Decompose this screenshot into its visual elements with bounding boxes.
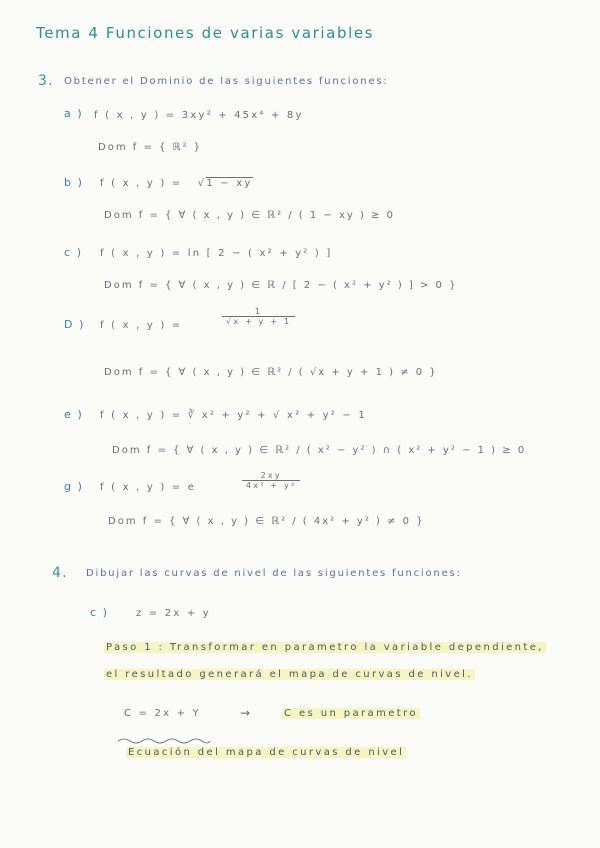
item-e-label: e ) [64, 408, 84, 421]
page-title: Tema 4 Funciones de varias variables [36, 24, 375, 42]
question-3-text: Obtener el Dominio de las siguientes funciones: [64, 76, 389, 87]
wavy-underline [118, 737, 210, 745]
item-a-function: f ( x , y ) = 3xy² + 45x⁴ + 8y [94, 110, 304, 121]
item-4c-label: c ) [90, 606, 109, 619]
item-b-domain: Dom f = { ∀ ( x , y ) ∈ ℝ² / ( 1 − xy ) ≥ 0 [104, 210, 396, 221]
item-c-function: f ( x , y ) = ln [ 2 − ( x² + y² ) ] [100, 248, 333, 259]
item-d-domain: Dom f = { ∀ ( x , y ) ∈ ℝ² / ( √x + y + 1 ) ≠ 0 } [104, 367, 438, 378]
item-4c-function: z = 2x + y [136, 608, 211, 619]
item-b-function [100, 178, 253, 189]
item-b-radicand: 1 − xy [206, 178, 253, 189]
sqrt-symbol: √ [197, 178, 207, 189]
parameter-note: C es un parametro [284, 708, 418, 719]
parameter-equation: C = 2x + Y [124, 708, 201, 719]
fraction-denominator: √x + y + 1 [226, 317, 292, 326]
item-b-function-prefix: f ( x , y ) = [100, 178, 183, 189]
item-b-label: b ) [64, 176, 84, 189]
step-1-line-2: el resultado generará el mapa de curvas de nivel. [106, 669, 473, 680]
item-d-fraction [222, 307, 295, 326]
exponent-denominator: 4x² + y² [246, 481, 297, 490]
item-g-label: g ) [64, 480, 84, 493]
item-c-label: c ) [64, 246, 83, 259]
item-d-function-prefix: f ( x , y ) = [100, 320, 183, 331]
item-e-function: f ( x , y ) = ∛ x² + y² + √ x² + y² − 1 [100, 410, 367, 421]
arrow-right-icon: → [240, 706, 253, 720]
item-g-domain: Dom f = { ∀ ( x , y ) ∈ ℝ² / ( 4x² + y² ) ≠ 0 } [108, 516, 425, 527]
question-4-text: Dibujar las curvas de nivel de las siguientes funciones: [86, 568, 462, 579]
item-a-domain: Dom f = { ℝ² } [98, 142, 203, 153]
fraction-numerator: 1 [222, 307, 295, 317]
item-g-function-prefix: f ( x , y ) = e [100, 482, 197, 493]
item-d-label: D ) [64, 318, 86, 331]
item-a-label: a ) [64, 107, 84, 120]
exponent-numerator: 2xy [242, 471, 300, 481]
question-3-number: 3. [38, 73, 54, 89]
item-c-domain: Dom f = { ∀ ( x , y ) ∈ ℝ / [ 2 − ( x² + y² ) ] > 0 } [104, 280, 458, 291]
item-g-exponent [242, 471, 300, 490]
question-4-number: 4. [52, 565, 68, 581]
equation-caption: Ecuación del mapa de curvas de nivel [128, 747, 405, 758]
item-e-domain: Dom f = { ∀ ( x , y ) ∈ ℝ² / ( x² − y² ) ∩ ( x² + y² − 1 ) ≥ 0 [112, 445, 527, 456]
step-1-line-1: Paso 1 : Transformar en parametro la variable dependiente, [106, 642, 544, 653]
